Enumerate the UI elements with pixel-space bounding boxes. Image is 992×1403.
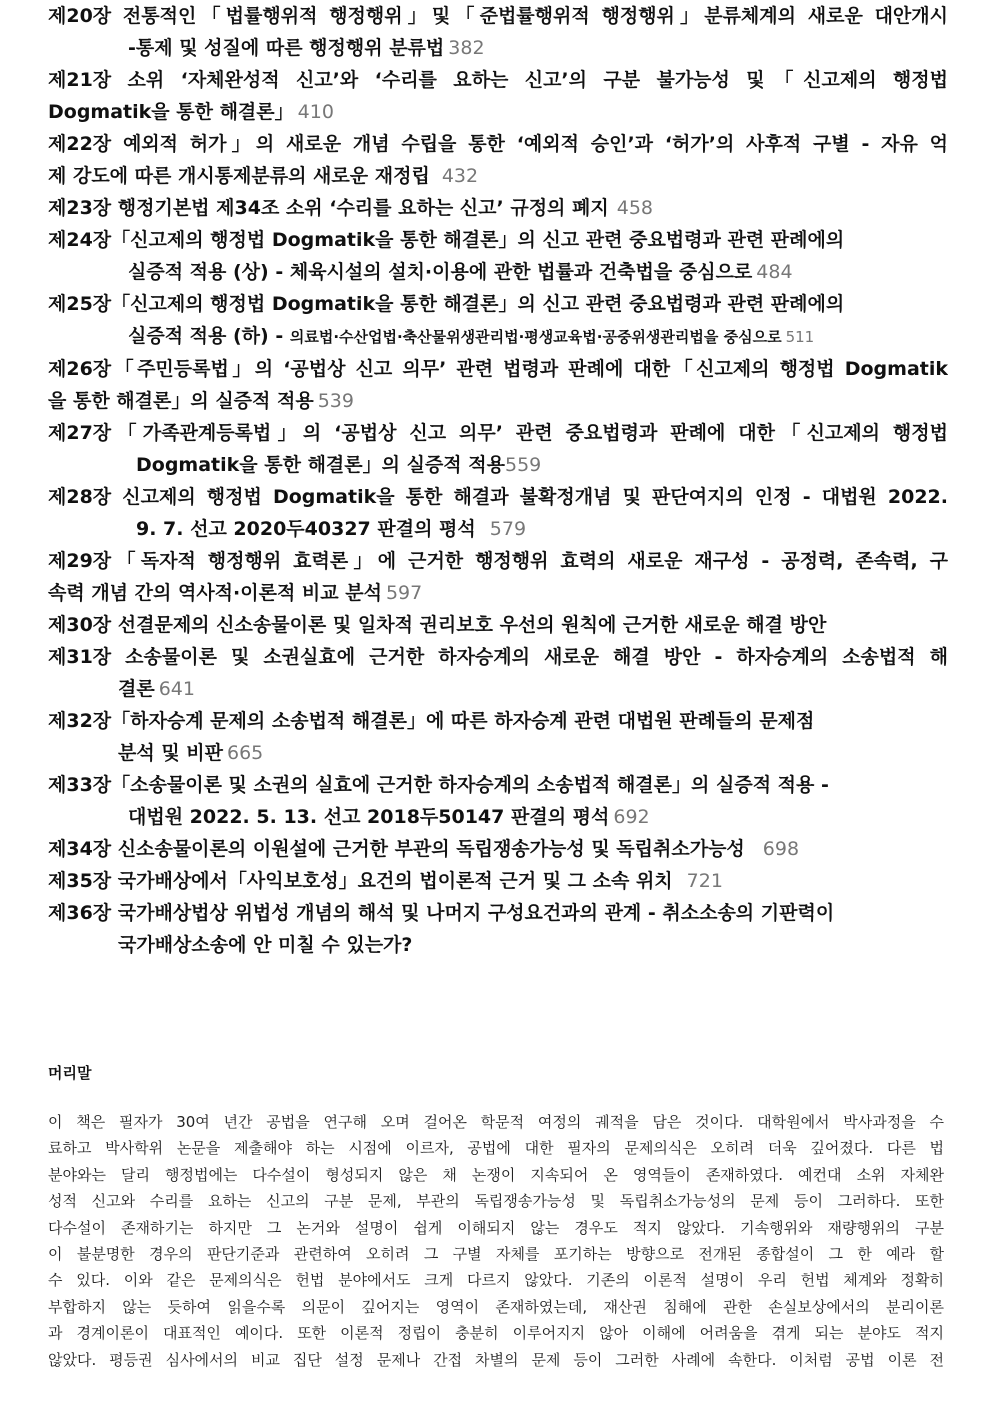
toc-entry-line: 제32장「하자승계 문제의 소송법적 해결론」에 따른 하자승계 관련 대법원 판례들의 문제점 xyxy=(48,710,815,732)
toc-entry-line: Dogmatik을 통한 해결론」 410 xyxy=(48,101,334,123)
toc-entry-line: 제26장「주민등록법」의 ‘공법상 신고 의무’ 관련 법령과 판례에 대한「신고제의 행정법 Dogmatik xyxy=(48,358,948,380)
table-of-contents xyxy=(48,0,948,961)
toc-entry-line: 실증적 적용 (하) - 의료법·수산업법·축산물위생관리법·평생교육법·공중위생관리법을 중심으로 511 xyxy=(128,325,815,347)
page-number: 597 xyxy=(385,582,423,604)
page-number: 721 xyxy=(686,870,723,892)
toc-entry-26 xyxy=(48,353,948,417)
page-number: 484 xyxy=(756,261,793,283)
toc-entry-line: Dogmatik을 통한 해결론」의 실증적 적용559 xyxy=(136,454,542,476)
toc-entry-line: 제23장 행정기본법 제34조 소위 ‘수리를 요하는 신고’ 규정의 폐지 458 xyxy=(48,197,653,219)
toc-entry-31 xyxy=(48,641,948,705)
toc-entry-line: 제34장 신소송물이론의 이원설에 근거한 부관의 독립쟁송가능성 및 독립취소가능성 698 xyxy=(48,838,800,860)
preface-line: 이 책은 필자가 30여 년간 공법을 연구해 오며 걸어온 학문적 여정의 궤적을 담은 것이다. 대학원에서 박사과정을 수 xyxy=(48,1113,944,1131)
toc-entry-27 xyxy=(48,417,948,481)
page-number: 641 xyxy=(158,678,195,700)
toc-entry-22 xyxy=(48,128,948,192)
toc-entry-line: 제28장 신고제의 행정법 Dogmatik을 통한 해결과 불확정개념 및 판단여지의 인정 - 대법원 2022. xyxy=(48,486,948,508)
toc-entry-24 xyxy=(48,224,948,288)
page-number: 539 xyxy=(317,390,354,412)
toc-entry-line: 제21장 소위 ‘자체완성적 신고’와 ‘수리를 요하는 신고’의 구분 불가능성 및「신고제의 행정법 xyxy=(48,69,948,91)
preface-line: 과 경계이론이 대표적인 예이다. 또한 이론적 정립이 충분히 이루어지지 않아 이해에 어려움을 겪게 되는 분야도 적지 xyxy=(48,1324,944,1343)
toc-entry-line: 제36장 국가배상법상 위법성 개념의 해석 및 나머지 구성요건과의 관계 - 취소소송의 기판력이 xyxy=(48,902,835,924)
toc-entry-line: 제29장「독자적 행정행위 효력론」에 근거한 행정행위 효력의 새로운 재구성 - 공정력, 존속력, 구 xyxy=(48,550,948,572)
toc-entry-34 xyxy=(48,833,948,865)
page-number: 559 xyxy=(504,454,542,476)
toc-entry-20 xyxy=(48,0,948,64)
preface-line: 성적 신고와 수리를 요하는 신고의 구분 문제, 부관의 독립쟁송가능성 및 독립취소가능성의 문제 등이 그러하다. 또한 xyxy=(48,1192,944,1211)
preface-line: 다수설이 존재하기는 하지만 그 논거와 설명이 쉽게 이해되지 않는 경우도 적지 않았다. 기속행위와 재량행위의 구분 xyxy=(48,1218,944,1237)
toc-entry-line: 제 강도에 따른 개시통제분류의 새로운 재정립 432 xyxy=(48,165,479,187)
toc-entry-35 xyxy=(48,865,948,897)
preface-section xyxy=(48,1062,944,1373)
toc-entry-line: 을 통한 해결론」의 실증적 적용 539 xyxy=(48,390,354,412)
toc-entry-line: 9. 7. 선고 2020두40327 판결의 평석 579 xyxy=(136,518,527,540)
toc-entry-line: 속력 개념 간의 역사적·이론적 비교 분석 597 xyxy=(48,582,423,604)
preface-line: 않았다. 평등권 심사에서의 비교 집단 설정 문제나 간접 차별의 문제 등이 그러한 사례에 속한다. 이처럼 공법 이론 전 xyxy=(48,1350,944,1369)
toc-entry-28 xyxy=(48,481,948,545)
toc-entry-33 xyxy=(48,769,948,833)
page-number: 511 xyxy=(785,328,815,346)
page-number: 692 xyxy=(613,806,650,828)
page-number: 579 xyxy=(489,518,527,540)
toc-entry-line: 제22장 예외적 허가」의 새로운 개념 수립을 통한 ‘예외적 승인’과 ‘허가’의 사후적 구별 - 자유 억 xyxy=(48,133,948,155)
toc-entry-30 xyxy=(48,609,948,641)
preface-line: 분야와는 달리 행정법에는 다수설이 형성되지 않은 채 논쟁이 지속되어 온 영역들이 존재하였다. 예컨대 소위 자체완 xyxy=(48,1165,944,1184)
preface-title: 머리말 xyxy=(48,1064,92,1082)
toc-entry-25 xyxy=(48,288,948,353)
toc-entry-line: 제25장「신고제의 행정법 Dogmatik을 통한 해결론」의 신고 관련 중요법령과 관련 판례에의 xyxy=(48,293,845,315)
toc-entry-32 xyxy=(48,705,948,769)
toc-entry-line: 제24장「신고제의 행정법 Dogmatik을 통한 해결론」의 신고 관련 중요법령과 관련 판례에의 xyxy=(48,229,845,251)
toc-entry-23 xyxy=(48,192,948,224)
preface-line: 료하고 박사학위 논문을 제출해야 하는 시점에 이르자, 공법에 대한 필자의 문제의식은 오히려 더욱 깊어졌다. 다른 법 xyxy=(48,1139,944,1158)
toc-entry-line: -통제 및 성질에 따른 행정행위 분류법 382 xyxy=(128,37,485,59)
toc-entry-line: 결론 641 xyxy=(118,678,195,700)
page-number: 410 xyxy=(297,101,334,123)
toc-entry-line: 제27장「가족관계등록법」의 ‘공법상 신고 의무’ 관련 중요법령과 판례에 대한「신고제의 행정법 xyxy=(48,422,948,444)
toc-entry-line: 제33장「소송물이론 및 소권의 실효에 근거한 하자승계의 소송법적 해결론」의 실증적 적용 - xyxy=(48,774,829,796)
toc-entry-line: 대법원 2022. 5. 13. 선고 2018두50147 판결의 평석 692 xyxy=(128,806,650,828)
toc-entry-29 xyxy=(48,545,948,609)
page-number: 458 xyxy=(616,197,653,219)
toc-entry-line: 제20장 전통적인「법률행위적 행정행위」및「준법률행위적 행정행위」분류체계의 새로운 대안개시 xyxy=(48,5,948,27)
page-number: 665 xyxy=(227,742,264,764)
toc-entry-line: 실증적 적용 (상) - 체육시설의 설치·이용에 관한 법률과 건축법을 중심으로 484 xyxy=(128,261,793,283)
toc-entry-21 xyxy=(48,64,948,128)
preface-line: 수 있다. 이와 같은 문제의식은 헌법 분야에서도 크게 다르지 않았다. 기존의 이론적 설명이 우리 헌법 체계와 정확히 xyxy=(48,1271,944,1290)
toc-entry-line: 분석 및 비판 665 xyxy=(118,742,264,764)
page-number: 698 xyxy=(762,838,800,860)
toc-entry-line: 제35장 국가배상에서「사익보호성」요건의 법이론적 근거 및 그 소속 위치 721 xyxy=(48,870,723,892)
preface-line: 이 불분명한 경우의 판단기준과 관련하여 오히려 그 구별 자체를 포기하는 방향으로 전개된 종합설이 그 한 예라 할 xyxy=(48,1245,944,1264)
page-number: 382 xyxy=(448,37,485,59)
toc-entry-line: 제30장 선결문제의 신소송물이론 및 일차적 권리보호 우선의 원칙에 근거한 새로운 해결 방안 xyxy=(48,614,827,636)
preface-line: 부합하지 않는 듯하여 읽을수록 의문이 깊어지는 영역이 존재하였는데, 재산권 침해에 관한 손실보상에서의 분리이론 xyxy=(48,1297,944,1316)
preface-body xyxy=(48,1109,944,1373)
toc-entry-line: 제31장 소송물이론 및 소권실효에 근거한 하자승계의 새로운 해결 방안 - 하자승계의 소송법적 해 xyxy=(48,646,948,668)
page-number: 432 xyxy=(441,165,479,187)
toc-entry-36 xyxy=(48,897,948,961)
toc-entry-line: 국가배상소송에 안 미칠 수 있는가? xyxy=(118,934,413,956)
